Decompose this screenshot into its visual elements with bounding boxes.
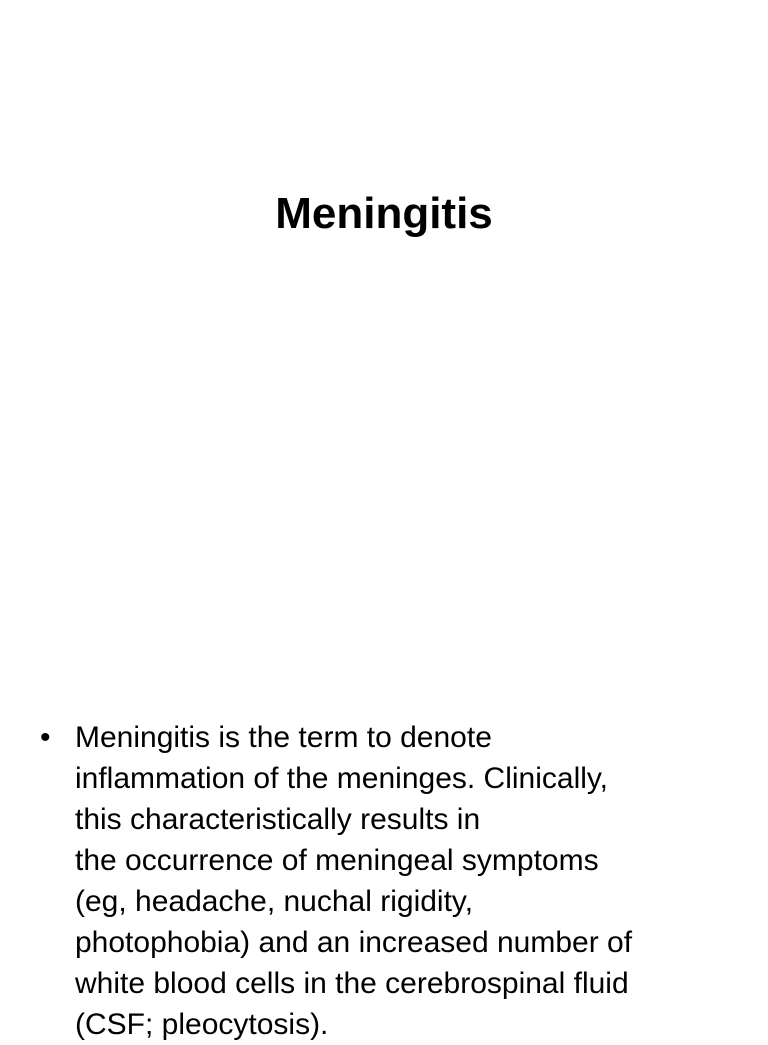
bullet-line: white blood cells in the cerebrospinal fluid (75, 967, 629, 1000)
bullet-line: inflammation of the meninges. Clinically, (75, 762, 609, 795)
bullet-line: (eg, headache, nuchal rigidity, (75, 885, 474, 918)
bullet-paragraph (75, 717, 740, 1045)
bullet-line: (CSF; pleocytosis). (75, 1008, 329, 1041)
bullet-line: the occurrence of meningeal symptoms (75, 844, 599, 877)
bullet-line: this characteristically results in (75, 803, 481, 836)
bullet-dot-icon: • (40, 721, 51, 754)
bullet-line: Meningitis is the term to denote (75, 721, 492, 754)
slide-title: Meningitis (275, 189, 493, 238)
bullet-line: photophobia) and an increased number of (75, 926, 633, 959)
